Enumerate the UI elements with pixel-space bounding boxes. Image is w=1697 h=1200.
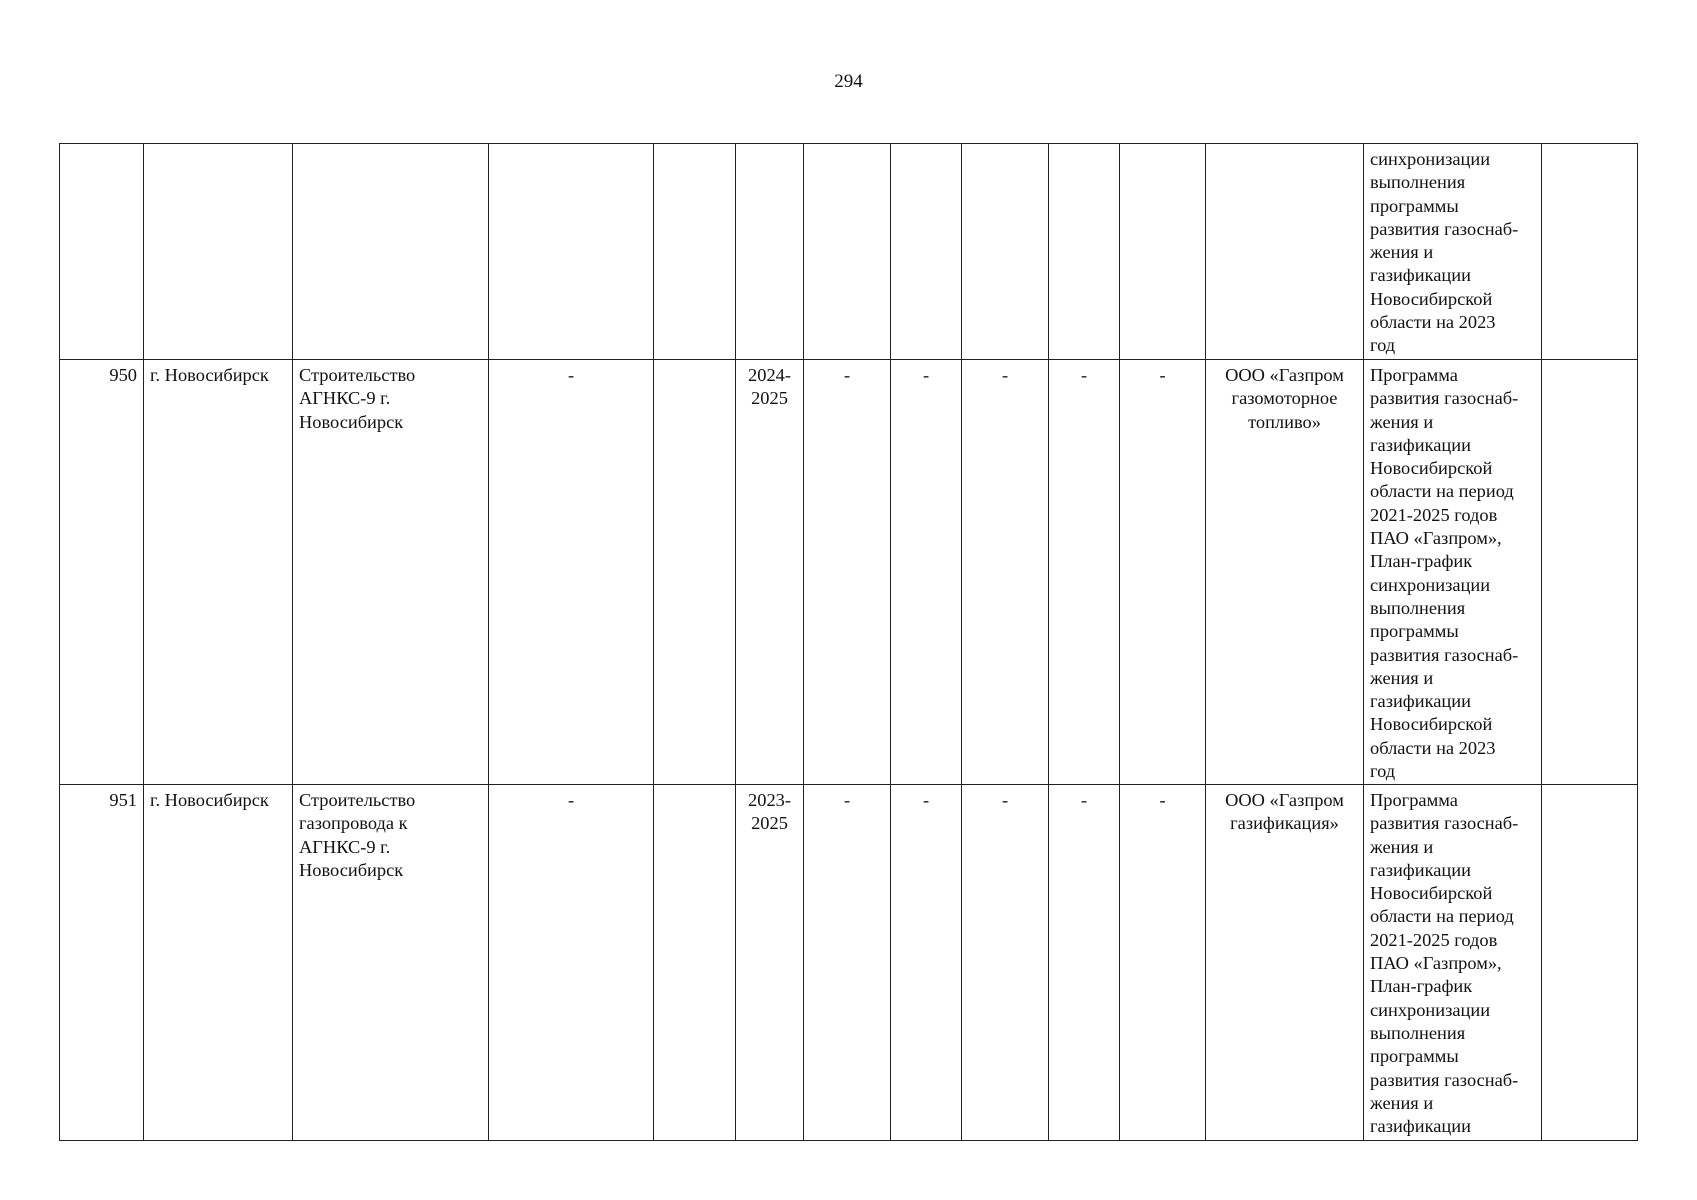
data-table — [59, 143, 1638, 1141]
cell-location: г. Новосибирск — [144, 785, 293, 1141]
cell-col9: - — [962, 785, 1049, 1141]
cell-name: Строительство газопровода к АГНКС-9 г. Новосибирск — [293, 785, 489, 1141]
cell-organization — [1206, 144, 1364, 360]
cell-col14 — [1542, 785, 1638, 1141]
cell-col11 — [1120, 144, 1206, 360]
cell-col7: - — [804, 360, 891, 785]
cell-col9 — [962, 144, 1049, 360]
cell-organization: ООО «Газпром газомоторное топливо» — [1206, 360, 1364, 785]
cell-col10: - — [1049, 360, 1120, 785]
cell-col8: - — [891, 360, 962, 785]
table-row — [60, 785, 1638, 1141]
cell-col5 — [654, 144, 736, 360]
cell-col9: - — [962, 360, 1049, 785]
cell-period — [736, 144, 804, 360]
cell-documents: Программа развития газоснаб- жения и газификации Новосибирской области на период 2021-2025 годов ПАО «Газпром», План-график синхронизации выполнения программы развития газоснаб- жения и газификации Новосибирской области на 2023 год — [1364, 360, 1542, 785]
cell-location: г. Новосибирск — [144, 360, 293, 785]
cell-name: Строительство АГНКС-9 г. Новосибирск — [293, 360, 489, 785]
cell-col10: - — [1049, 785, 1120, 1141]
cell-col7 — [804, 144, 891, 360]
cell-col14 — [1542, 144, 1638, 360]
cell-number: 951 — [60, 785, 144, 1141]
cell-col11: - — [1120, 360, 1206, 785]
cell-period: 2023- 2025 — [736, 785, 804, 1141]
cell-location — [144, 144, 293, 360]
cell-name — [293, 144, 489, 360]
table-row — [60, 144, 1638, 360]
cell-col8: - — [891, 785, 962, 1141]
table-row — [60, 360, 1638, 785]
cell-documents: Программа развития газоснаб- жения и газификации Новосибирской области на период 2021-2025 годов ПАО «Газпром», План-график синхронизации выполнения программы развития газоснаб- жения и газификации — [1364, 785, 1542, 1141]
page-number: 294 — [834, 71, 863, 92]
cell-period: 2024- 2025 — [736, 360, 804, 785]
cell-col10 — [1049, 144, 1120, 360]
cell-number: 950 — [60, 360, 144, 785]
cell-col4: - — [489, 360, 654, 785]
cell-col4: - — [489, 785, 654, 1141]
cell-col5 — [654, 785, 736, 1141]
cell-col14 — [1542, 360, 1638, 785]
cell-number — [60, 144, 144, 360]
cell-col8 — [891, 144, 962, 360]
cell-organization: ООО «Газпром газификация» — [1206, 785, 1364, 1141]
cell-col7: - — [804, 785, 891, 1141]
cell-col4 — [489, 144, 654, 360]
cell-documents: синхронизации выполнения программы развития газоснаб- жения и газификации Новосибирской области на 2023 год — [1364, 144, 1542, 360]
cell-col11: - — [1120, 785, 1206, 1141]
cell-col5 — [654, 360, 736, 785]
